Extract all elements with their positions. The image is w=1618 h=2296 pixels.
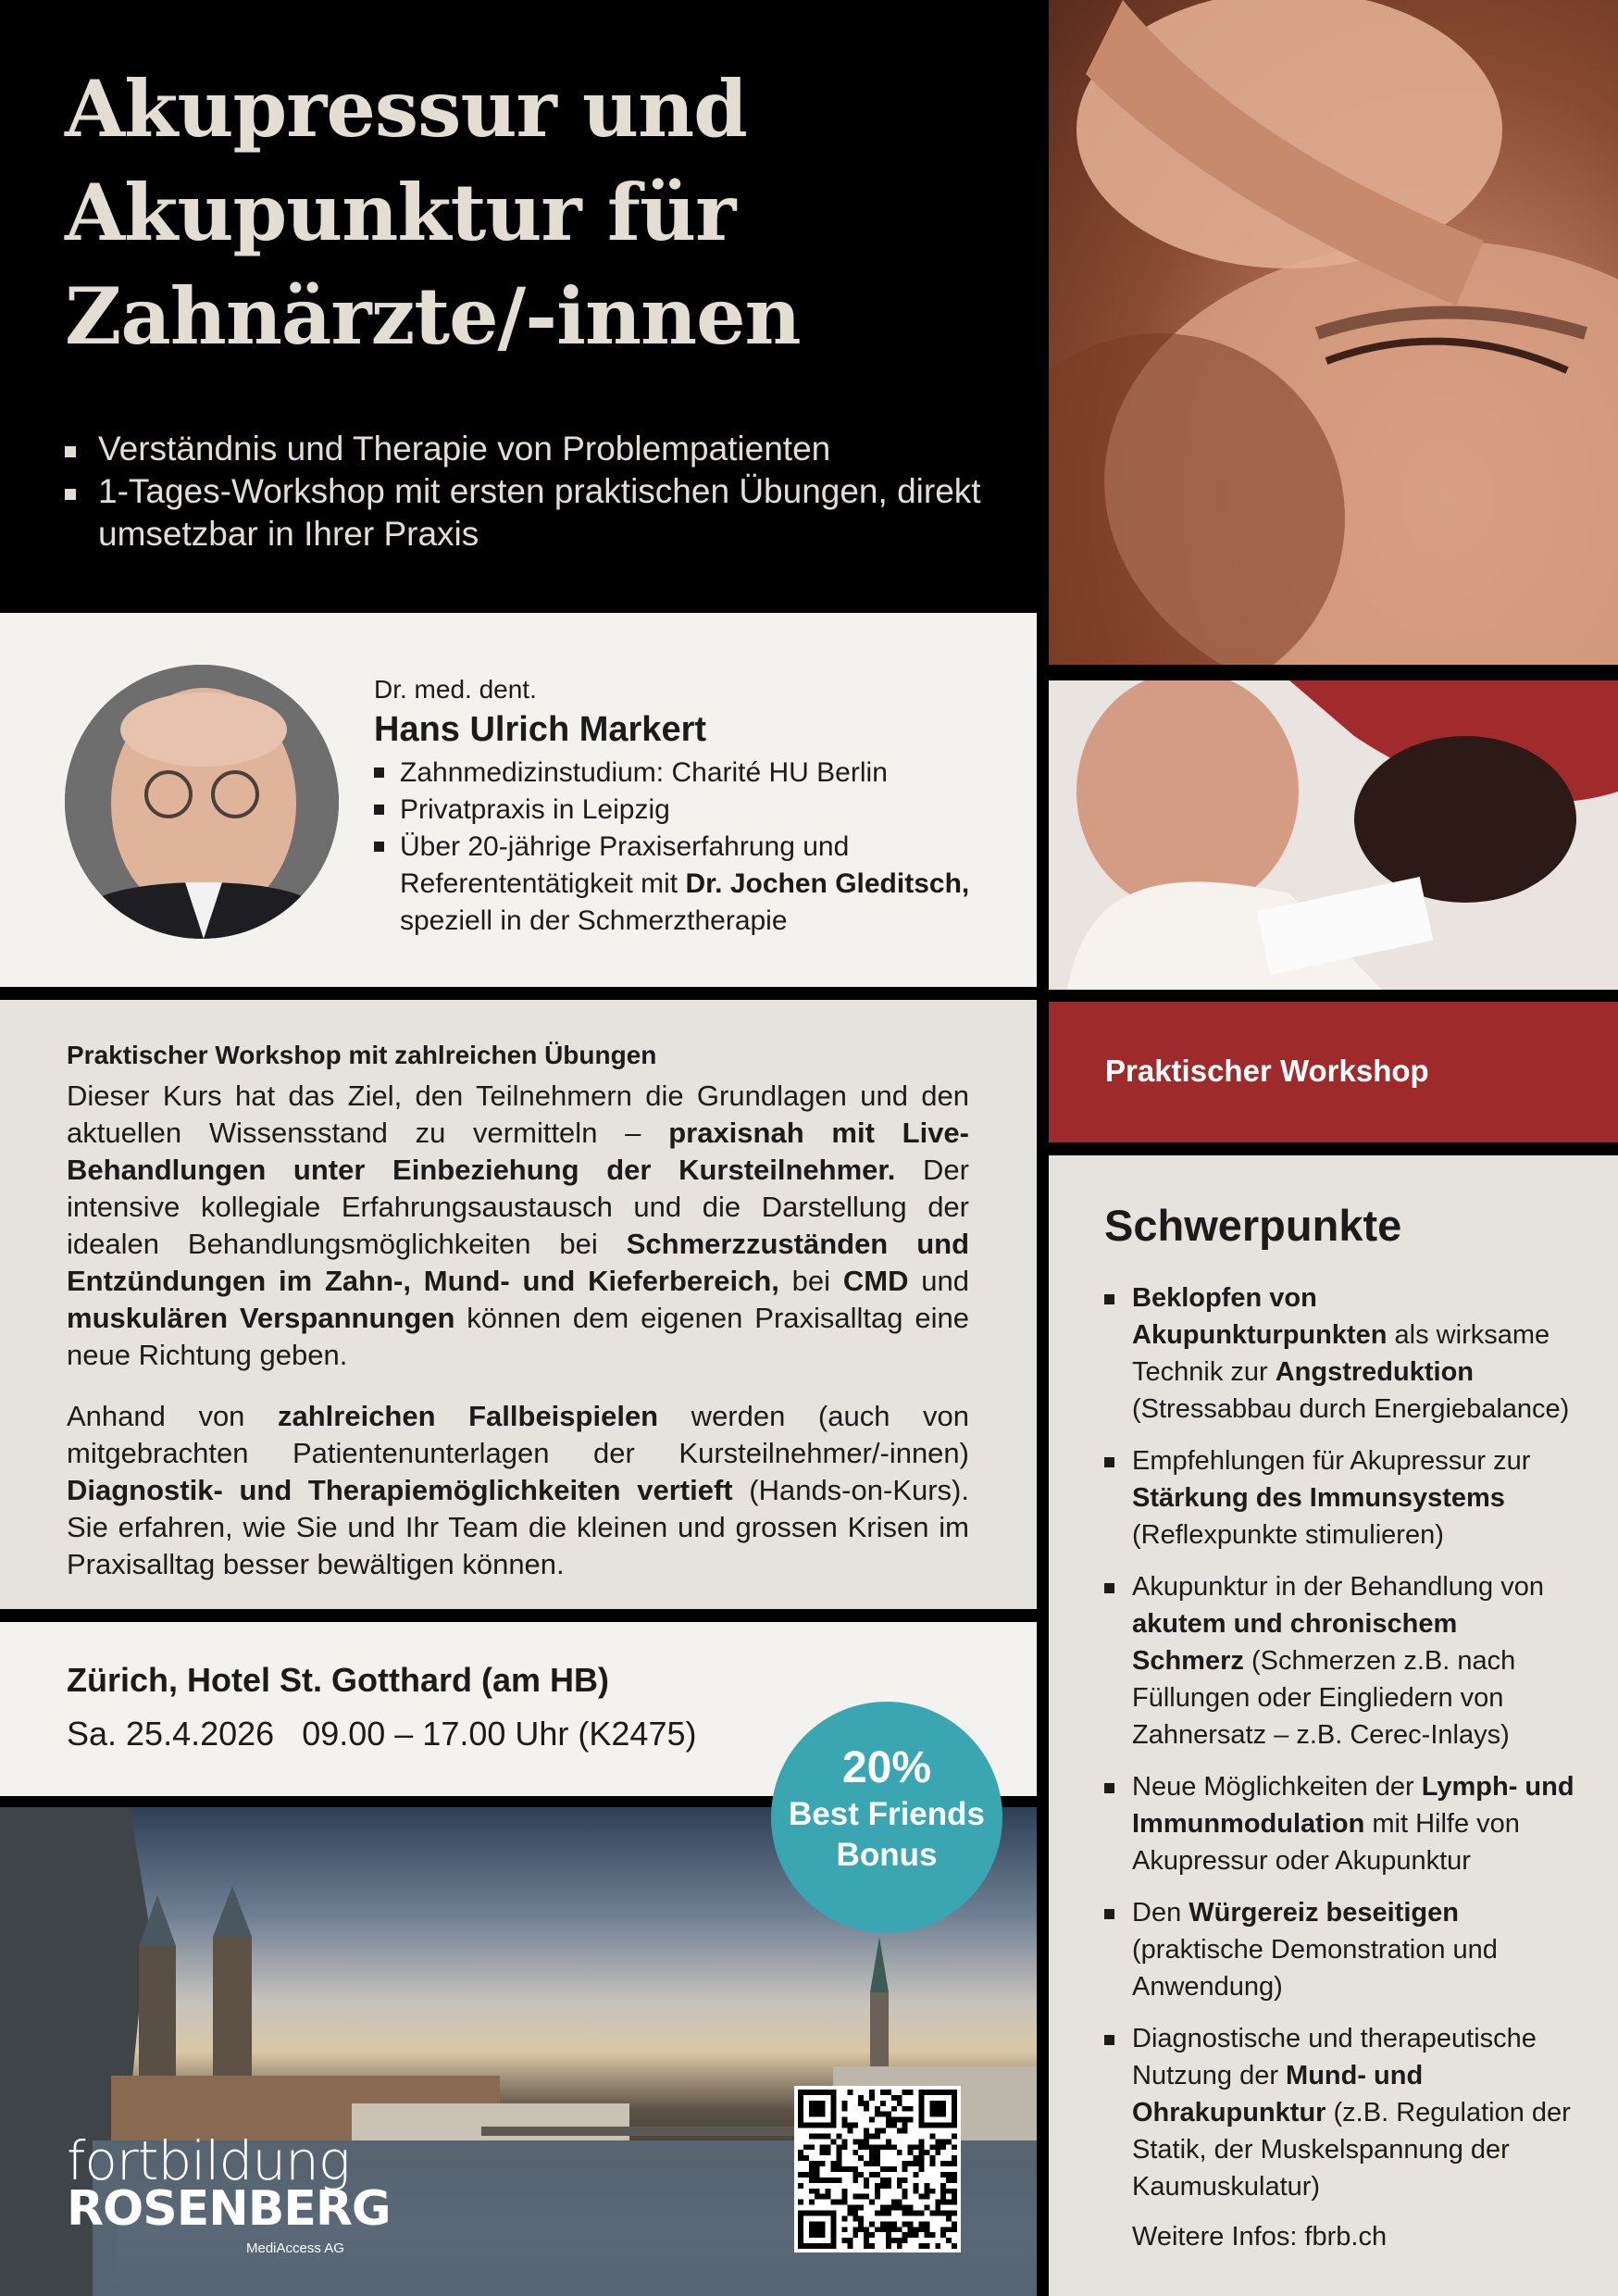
square-bullet-icon — [374, 767, 384, 778]
description-body — [67, 1037, 969, 1607]
body-text: Anhand von — [67, 1400, 278, 1432]
treatment-photo-art — [1049, 680, 1618, 990]
body-text: als wirksame Technik zur — [1132, 1320, 1550, 1387]
highlight-text: Schmerzzuständen und Entzündungen im Zahn-, Mund- und Kieferbereich, — [67, 1228, 970, 1297]
square-bullet-icon — [65, 446, 76, 457]
body-text: (Reflexpunkte stimulieren) — [1132, 1520, 1444, 1550]
body-text: (Stressabbau durch Energiebalance) — [1132, 1394, 1570, 1424]
header-bullet-text: 1-Tages-Workshop mit ersten praktischen Übungen, direkt umsetzbar in Ihrer Praxis — [98, 472, 981, 553]
header-bullet — [65, 428, 1027, 470]
workshop-label: Praktischer Workshop — [1105, 1054, 1429, 1088]
highlight-text: Mund- und Ohrakupunktur — [1132, 2061, 1424, 2128]
square-bullet-icon — [1104, 1583, 1114, 1593]
body-text: Den — [1132, 1898, 1189, 1928]
header-bullet — [65, 470, 1027, 555]
speaker-portrait — [65, 665, 339, 939]
body-text: Dieser Kurs hat das Ziel, den Teilnehmern die Grundlagen und den aktuellen Wissensstand zu vermitteln – — [67, 1079, 969, 1149]
square-bullet-icon — [374, 805, 384, 815]
logo-line-1: fortbildung — [67, 2129, 350, 2192]
highlight-text: Diagnostik- und Therapiemöglichkeiten vertieft — [67, 1474, 733, 1506]
focus-item — [1104, 1279, 1576, 1428]
highlight-text: Angstreduktion — [1275, 1357, 1475, 1387]
body-text: werden (auch von mitgebrachten Patientenunterlagen der Kursteilnehmer/-innen) — [67, 1400, 969, 1469]
body-text: Der intensive kollegiale Erfahrungsaustausch und die Darstellung der idealen Behandlungsmöglichkeiten bei — [67, 1154, 969, 1260]
acupressure-photo-art — [1049, 0, 1618, 665]
highlight-text: Stärkung des Immunsystems — [1132, 1483, 1505, 1513]
body-text: (Schmerzen z.B. nach Füllungen oder Eingliedern von Zahnersatz – z.B. Cerec-Inlays) — [1132, 1646, 1516, 1750]
speaker-credentials — [374, 755, 1022, 940]
highlight-text: muskulären Verspannungen — [67, 1302, 455, 1334]
focus-item — [1104, 1568, 1576, 1753]
body-text: (Hands-on-Kurs). Sie erfahren, wie Sie und Ihr Team die kleinen und grossen Krisen im Praxisalltag besser bewältigen können. — [67, 1474, 969, 1580]
logo-subline: MediAccess AG — [246, 2240, 344, 2256]
focus-title: Schwerpunkte — [1104, 1201, 1402, 1250]
speaker-name: Hans Ulrich Markert — [374, 710, 707, 749]
focus-item — [1104, 1894, 1576, 2005]
body-text: können dem eigenen Praxisalltag eine neue Richtung geben. — [67, 1302, 969, 1371]
highlight-text: Beklopfen von Akupunkturpunkten — [1132, 1283, 1388, 1350]
list-item — [374, 755, 1022, 792]
page-title — [65, 57, 1027, 368]
body-text: mit Hilfe von Akupressur oder Akupunktur — [1132, 1809, 1520, 1876]
square-bullet-icon — [1104, 1909, 1114, 1919]
body-text: Neue Möglichkeiten der — [1132, 1772, 1422, 1802]
speaker-info — [374, 673, 1022, 940]
body-text: und — [908, 1265, 969, 1297]
square-bullet-icon — [1104, 2035, 1114, 2045]
credential-text: speziell in der Schmerztherapie — [400, 905, 788, 936]
acupressure-photo — [1049, 0, 1618, 665]
highlight-text: zahlreichen Fallbeispielen — [277, 1400, 659, 1432]
description-paragraph-1 — [67, 1078, 969, 1374]
list-item — [374, 792, 1022, 829]
venue: Zürich, Hotel St. Gotthard (am HB) — [67, 1661, 610, 1699]
focus-item — [1104, 2020, 1576, 2205]
title-line-2: Akupunktur für — [65, 167, 736, 258]
focus-item — [1104, 1442, 1576, 1554]
title-line-1: Akupressur und — [65, 63, 747, 155]
header-bullets — [65, 428, 1027, 555]
highlight-text: CMD — [842, 1265, 909, 1297]
badge-line-1: Best Friends — [789, 1796, 985, 1832]
credential-text: Zahnmedizinstudium: Charité HU Berlin — [400, 757, 888, 788]
highlight-text: akutem und chronischem Schmerz — [1132, 1609, 1458, 1676]
square-bullet-icon — [65, 489, 76, 500]
highlight-text: praxisnah mit Live-Behandlungen unter Einbeziehung der Kursteilnehmer. — [67, 1117, 970, 1186]
highlight-text: Lymph- und Immunmodulation — [1132, 1772, 1574, 1839]
bonus-badge — [771, 1702, 1002, 1933]
body-text: bei — [778, 1265, 843, 1297]
body-text: Diagnostische und therapeutische Nutzung der — [1132, 2024, 1537, 2090]
logo-line-2: ROSENBERG — [67, 2181, 391, 2237]
header-bullet-text: Verständnis und Therapie von Problempatienten — [98, 430, 831, 468]
list-item — [374, 829, 1022, 940]
badge-percent: 20% — [841, 1743, 932, 1792]
credential-text: Über 20-jährige Praxiserfahrung und Referententätigkeit mit — [400, 831, 850, 899]
treatment-photo — [1049, 680, 1618, 990]
description-paragraph-2 — [67, 1398, 969, 1583]
credential-highlight: Dr. Jochen Gleditsch, — [685, 868, 970, 899]
badge-line-2: Bonus — [836, 1837, 938, 1873]
avatar — [65, 665, 339, 939]
square-bullet-icon — [1104, 1294, 1114, 1304]
more-info-link[interactable]: Weitere Infos: fbrb.ch — [1132, 2222, 1388, 2252]
focus-item — [1104, 1768, 1576, 1879]
speaker-title: Dr. med. dent. — [374, 675, 537, 704]
highlight-text: Würgereiz beseitigen — [1189, 1898, 1459, 1928]
title-line-3: Zahnärzte/-innen — [65, 270, 801, 362]
credential-text: Privatpraxis in Leipzig — [400, 794, 670, 825]
square-bullet-icon — [374, 842, 384, 852]
event-date: Sa. 25.4.2026 09.00 – 17.00 Uhr (K2475) — [67, 1715, 697, 1753]
body-text: Akupunktur in der Behandlung von — [1132, 1572, 1544, 1602]
square-bullet-icon — [1104, 1783, 1114, 1793]
description-heading: Praktischer Workshop mit zahlreichen Übungen — [67, 1041, 657, 1069]
body-text: Empfehlungen für Akupressur zur — [1132, 1446, 1531, 1476]
focus-list — [1104, 1279, 1576, 2220]
body-text: (praktische Demonstration und Anwendung) — [1132, 1935, 1498, 2002]
body-text: (z.B. Regulation der Statik, der Muskelspannung der Kaumuskulatur) — [1132, 2098, 1571, 2202]
square-bullet-icon — [1104, 1457, 1114, 1467]
qr-code-graphic — [798, 2090, 957, 2249]
qr-code-icon[interactable] — [794, 2086, 961, 2252]
